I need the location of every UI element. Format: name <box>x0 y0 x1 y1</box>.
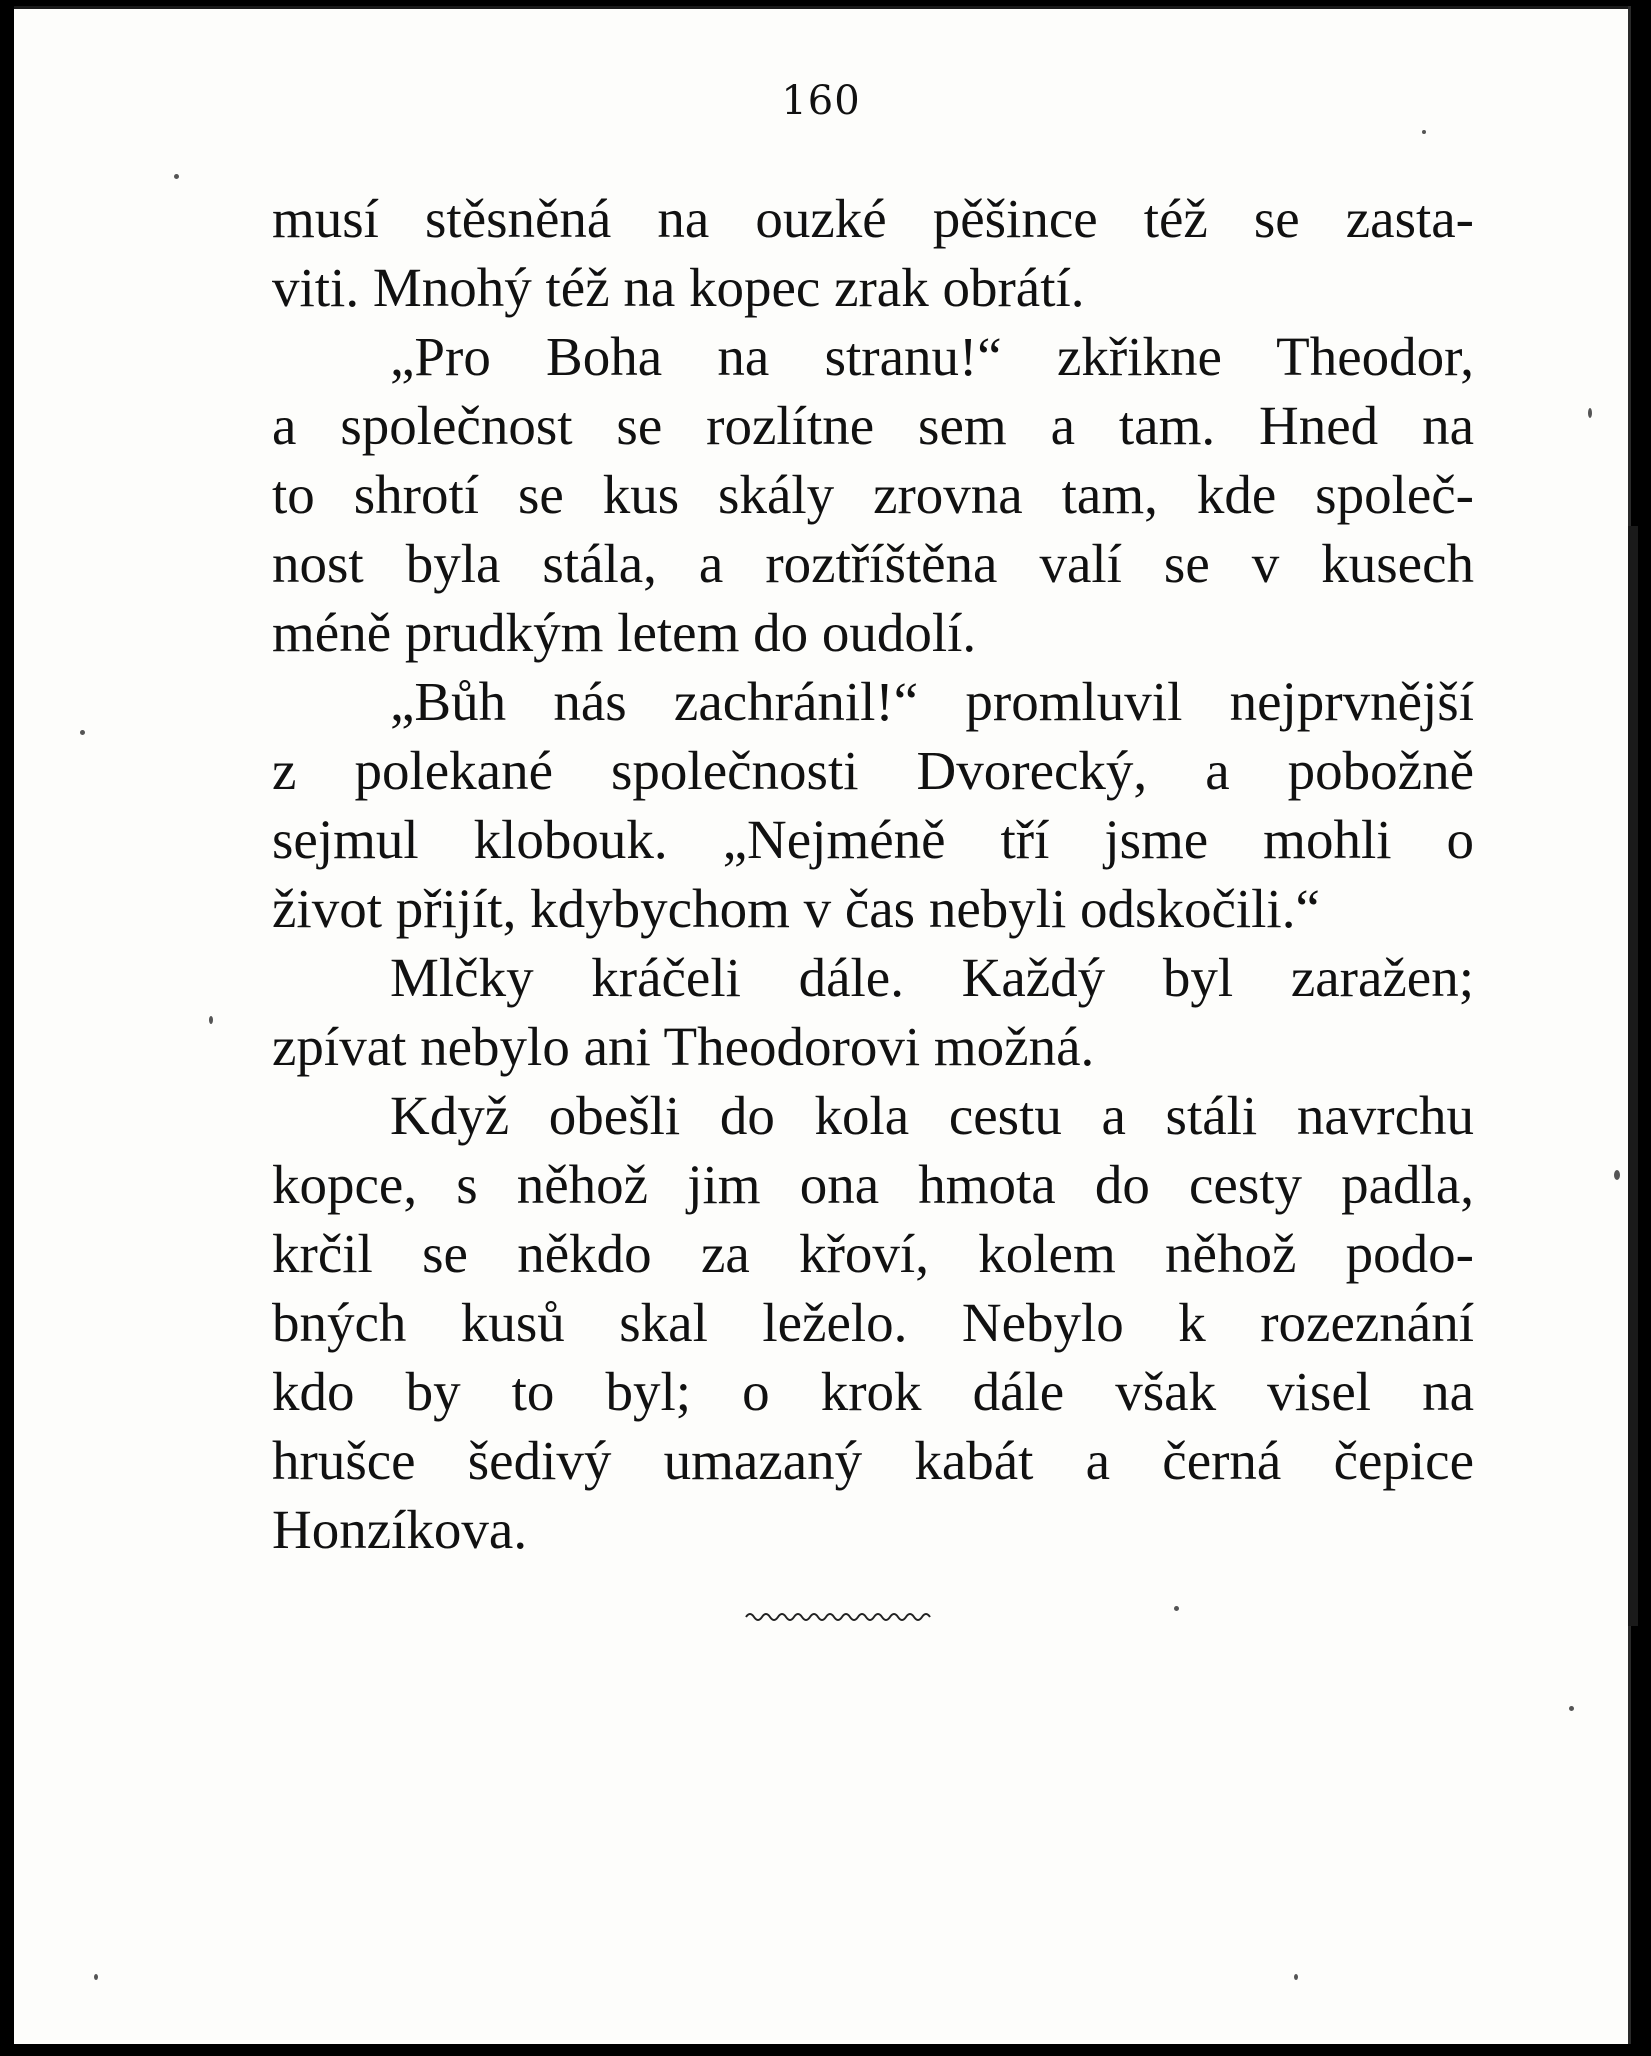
text-line: zpívat nebylo ani Theodorovi možná. <box>272 1016 1095 1077</box>
text-line: „Bůh nás zachránil!“ promluvil nejprvnější <box>390 671 1474 732</box>
scan-speck <box>1569 1706 1574 1711</box>
scan-edge-mark <box>1628 526 1638 1626</box>
text-line: Honzíkova. <box>272 1499 528 1560</box>
text-line: bných kusů skal leželo. Nebylo k rozeznání <box>272 1292 1474 1353</box>
scan-speck <box>174 174 179 179</box>
scan-speck <box>1294 1974 1298 1980</box>
text-line: z polekané společnosti Dvorecký, a pobožně <box>272 740 1474 801</box>
scan-speck <box>80 730 85 735</box>
scan-speck <box>1422 130 1426 134</box>
text-line: Mlčky kráčeli dále. Každý byl zaražen; <box>390 947 1474 1008</box>
text-line: hrušce šedivý umazaný kabát a černá čepice <box>272 1430 1474 1491</box>
text-line: méně prudkým letem do oudolí. <box>272 602 977 663</box>
wavy-divider-ornament <box>744 1608 934 1626</box>
text-line: kopce, s něhož jim ona hmota do cesty padla, <box>272 1154 1474 1215</box>
text-line: život přijít, kdybychom v čas nebyli odskočili.“ <box>272 878 1320 939</box>
scan-speck <box>1588 408 1592 418</box>
text-line: to shrotí se kus skály zrovna tam, kde společ- <box>272 464 1474 525</box>
page-number: 160 <box>781 78 861 124</box>
text-line: Když obešli do kola cestu a stáli navrchu <box>390 1085 1474 1146</box>
scan-speck <box>94 1974 98 1980</box>
body-text <box>272 184 1474 1564</box>
text-line: „Pro Boha na stranu!“ zkřikne Theodor, <box>390 326 1474 387</box>
text-line: musí stěsněná na ouzké pěšince též se zasta- <box>272 188 1474 249</box>
text-line: viti. Mnohý též na kopec zrak obrátí. <box>272 257 1085 318</box>
text-line: sejmul klobouk. „Nejméně tří jsme mohli o <box>272 809 1474 870</box>
scan-speck <box>1174 1606 1179 1611</box>
book-page <box>14 6 1631 2044</box>
scan-edge-mark <box>14 6 1628 9</box>
text-line: krčil se někdo za křoví, kolem něhož podo- <box>272 1223 1474 1284</box>
text-line: kdo by to byl; o krok dále však visel na <box>272 1361 1474 1422</box>
text-line: a společnost se rozlítne sem a tam. Hned na <box>272 395 1474 456</box>
text-line: nost byla stála, a roztříštěna valí se v kusech <box>272 533 1474 594</box>
scan-speck <box>1614 1170 1620 1180</box>
scan-speck <box>209 1016 213 1024</box>
